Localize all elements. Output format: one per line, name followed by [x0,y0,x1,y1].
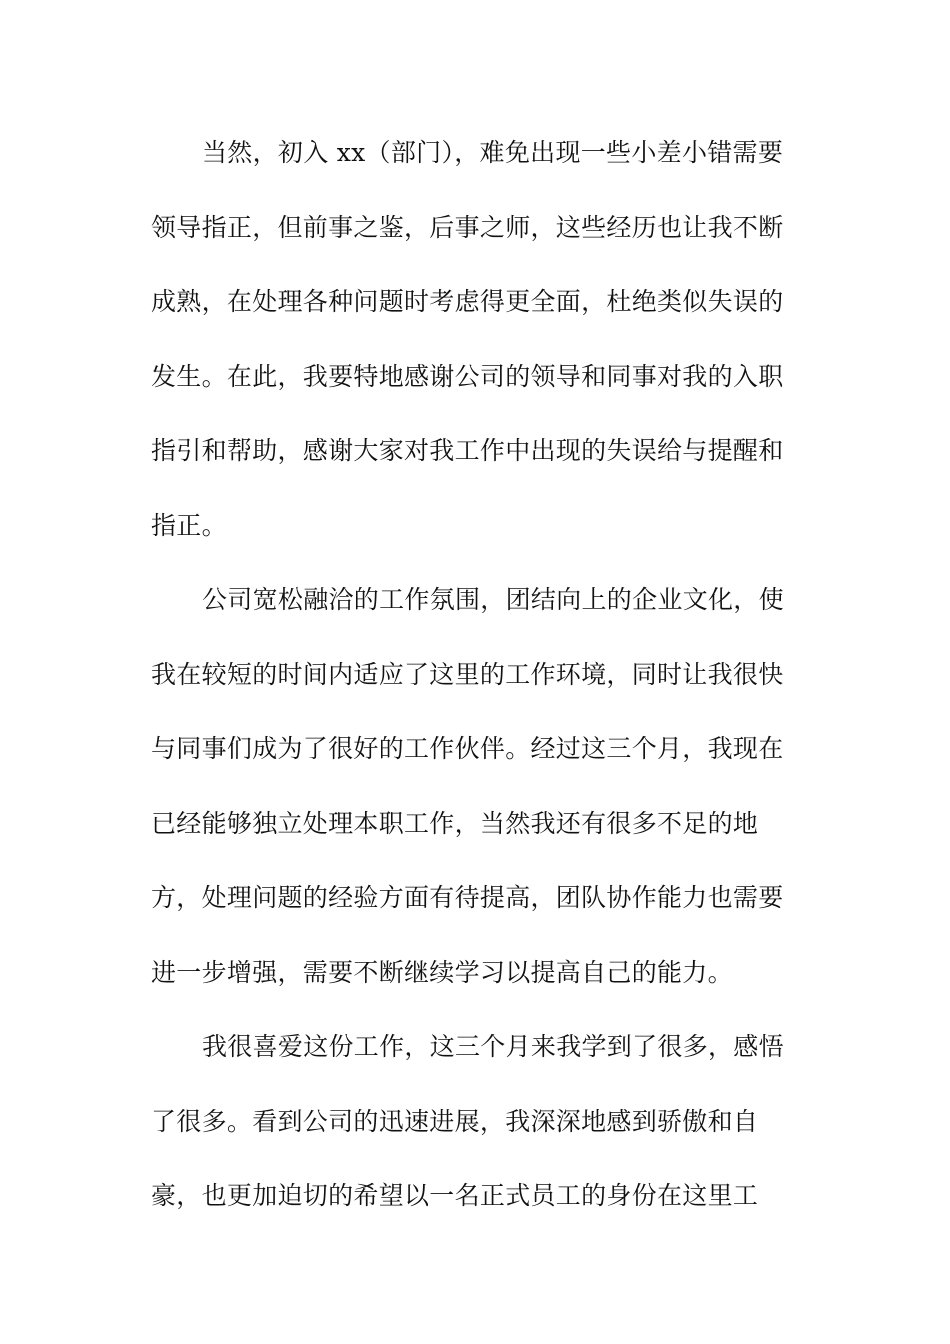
paragraph-line: 了很多。看到公司的迅速进展，我深深地感到骄傲和自 [151,1106,759,1136]
paragraph-3 [151,1010,811,1234]
paragraph-line: 进一步增强，需要不断继续学习以提高自己的能力。 [151,957,733,987]
paragraph-line: 指正。 [151,510,227,540]
paragraph-line: 领导指正，但前事之鉴，后事之师，这些经历也让我不断 [151,212,784,242]
paragraph-line: 豪，也更加迫切的希望以一名正式员工的身份在这里工 [151,1181,759,1210]
paragraph-line: 我很喜爱这份工作，这三个月来我学到了很多，感悟 [202,1032,784,1061]
document-body [151,116,811,1234]
paragraph-line: 与同事们成为了很好的工作伙伴。经过这三个月，我现在 [151,734,784,763]
paragraph-1 [151,116,811,563]
paragraph-2 [151,563,811,1010]
paragraph-line: 指引和帮助，感谢大家对我工作中出现的失误给与提醒和 [151,436,784,465]
paragraph-line: 成熟，在处理各种问题时考虑得更全面，杜绝类似失误的 [151,287,784,316]
paragraph-line: 已经能够独立处理本职工作，当然我还有很多不足的地 [151,808,759,838]
paragraph-line: 当然，初入 xx（部门），难免出现一些小差小错需要 [202,138,784,167]
paragraph-line: 公司宽松融洽的工作氛围，团结向上的企业文化，使 [202,585,784,614]
paragraph-line: 方，处理问题的经验方面有待提高，团队协作能力也需要 [151,883,784,912]
paragraph-line: 发生。在此，我要特地感谢公司的领导和同事对我的入职 [151,361,784,391]
paragraph-line: 我在较短的时间内适应了这里的工作环境，同时让我很快 [151,659,784,689]
